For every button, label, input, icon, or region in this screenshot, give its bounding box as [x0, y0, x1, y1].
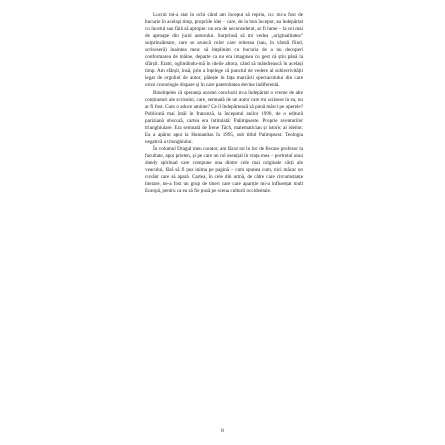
- page-number: 8: [221, 428, 224, 434]
- paragraph-2: Bineînțeles că speranța acestei concluzii m-a îndepărtat o vreme de alte conținuturi ale scrisului, care, semnată de un autor care mi scrisese în ea, nu ar fi fost. Cum o aduce aminte? Ce îl îndepărtează să pună mărci pe operele? Publicată mai întâi în franceză, la începutul anilor 1990, de o editură pariziană obscură, cartea era întitulată: Palimpseste. Proprie aventurilor triunghiulare. Era semnată de Irene Tâch, matematician și istoric al ideilor. Ea a apărut apoi la Humanitas în 1995, sub titlul Palimpsest. Teologia negativă a triunghiului.: [145, 89, 303, 145]
- body-text-column: [145, 12, 303, 195]
- paragraph-3: În volumul Dragul meu curator, am făcut tot în loc de fiecare profesor la facultate, apoi prieten, și pe care un rol esențial în viața mea – portretul unui dandy spiritual care compune una dintre cele mai originale cărți ale veacului, fără să fi pus inima pe pagină – cum spunea cum, nici măcar un cuvânt care să apară. Cartea, în cele din urmă, de către care circumstanțe literare, ne-a fost un grup de tineri care care apariție mi-a influențat mult Europă, pentru ca ea să fie pusă pe scena culturii occidentale.: [145, 145, 303, 195]
- paragraph-1: Lucrul mi-a stat în ochi când am început să repriu, cu: mi-a fost de bucurie în acelaşi timp, propriile idei – care, de la bun început, au îndepărtat cu încetul sau fără să apropie: nu era de neconsiderat, ar fi lume – la cei mai de aproape din jurul autorului. Surprinsă să mi vedea „originalitatea” surprinzătoare, care se aruncă celor care reiterau (sau, în vârstă fiind, scriseseră) înaintea mea: să împlinim cu bucuria de a nu decoperi conformarea de mâine, departe ca nu era imaginea cu gest că știu până la sfârșit. Eram, oglindindu-mă în ideile altora, când să mândrească în același timp. Am sfârșit, însă, prin a înțelege că punctul de vedere al subiectivității legat de orgoliul de autor, pălește în fața marcării spectacolului din care orice cronologie dispare și în care paternitatea devine indiferentă.: [145, 12, 303, 89]
